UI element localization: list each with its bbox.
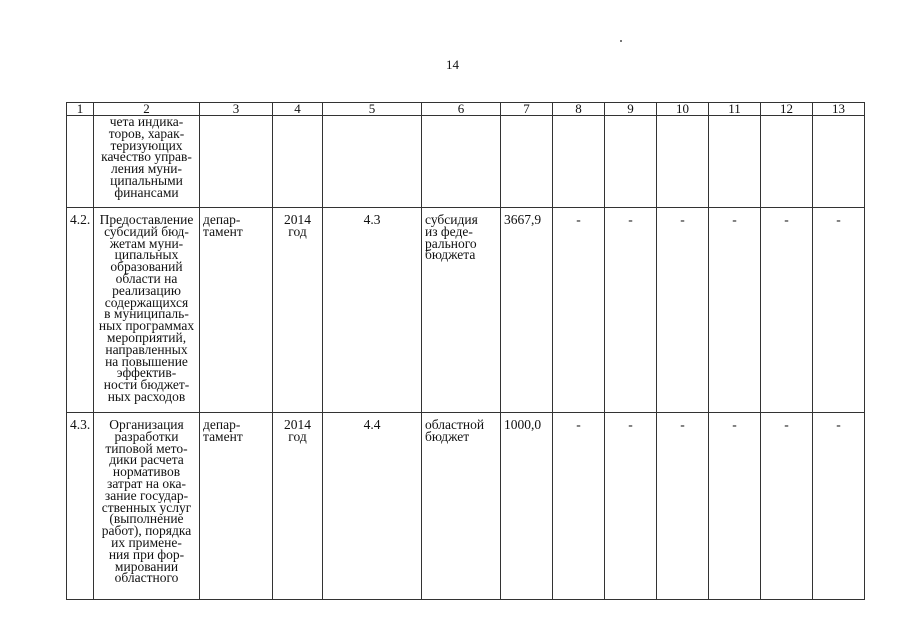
value-cell	[553, 116, 605, 208]
value-cell	[605, 116, 657, 208]
column-number: 4	[273, 103, 323, 116]
value-cell: -	[553, 208, 605, 413]
column-number: 6	[422, 103, 501, 116]
amount	[501, 116, 553, 208]
funding-source: субсидия из феде- рального бюджета	[422, 208, 501, 413]
page-number: 14	[446, 57, 459, 72]
column-number: 12	[761, 103, 813, 116]
column-number: 5	[323, 103, 422, 116]
amount: 3667,9	[501, 208, 553, 413]
executor: депар- тамент	[200, 413, 273, 600]
column-number: 13	[813, 103, 865, 116]
value-cell: -	[605, 413, 657, 600]
row-number: 4.2.	[67, 208, 94, 413]
table-row	[67, 208, 865, 413]
measure-description: Предоставление субсидий бюд- жетам муни- ципальных образований области на реализацию содержащихся в муниципаль- ных программах мероприятий, направленных на повышение эффектив- ности бюджет- ных расходов	[94, 208, 200, 413]
column-number: 3	[200, 103, 273, 116]
table-row	[67, 116, 865, 208]
funding-source	[422, 116, 501, 208]
deadline: 2014 год	[273, 413, 323, 600]
value-cell: -	[761, 413, 813, 600]
value-cell: -	[657, 413, 709, 600]
column-number: 1	[67, 103, 94, 116]
funding-source: областной бюджет	[422, 413, 501, 600]
value-cell: -	[813, 413, 865, 600]
column-number: 7	[501, 103, 553, 116]
column-number: 8	[553, 103, 605, 116]
plan-table	[66, 102, 865, 600]
table-row	[67, 413, 865, 600]
value-cell	[761, 116, 813, 208]
executor	[200, 116, 273, 208]
row-number	[67, 116, 94, 208]
column-number: 2	[94, 103, 200, 116]
measure-description: чета индика- торов, харак- теризующих качество управ- ления муни- ципальными финансами	[94, 116, 200, 208]
column-number-row	[67, 103, 865, 116]
column-number: 9	[605, 103, 657, 116]
indicator-code: 4.3	[323, 208, 422, 413]
value-cell: -	[605, 208, 657, 413]
executor: депар- тамент	[200, 208, 273, 413]
amount: 1000,0	[501, 413, 553, 600]
value-cell: -	[657, 208, 709, 413]
value-cell: -	[813, 208, 865, 413]
value-cell	[813, 116, 865, 208]
row-number: 4.3.	[67, 413, 94, 600]
indicator-code	[323, 116, 422, 208]
value-cell	[657, 116, 709, 208]
measure-description: Организация разработки типовой мето- дики расчета нормативов затрат на ока- зание государ- ственных услуг (выполнение работ), порядка их примене- ния при фор- мировании областного	[94, 413, 200, 600]
value-cell	[709, 116, 761, 208]
value-cell: -	[553, 413, 605, 600]
deadline: 2014 год	[273, 208, 323, 413]
column-number: 10	[657, 103, 709, 116]
scan-speck	[620, 40, 622, 42]
value-cell: -	[761, 208, 813, 413]
indicator-code: 4.4	[323, 413, 422, 600]
value-cell: -	[709, 208, 761, 413]
column-number: 11	[709, 103, 761, 116]
value-cell: -	[709, 413, 761, 600]
deadline	[273, 116, 323, 208]
